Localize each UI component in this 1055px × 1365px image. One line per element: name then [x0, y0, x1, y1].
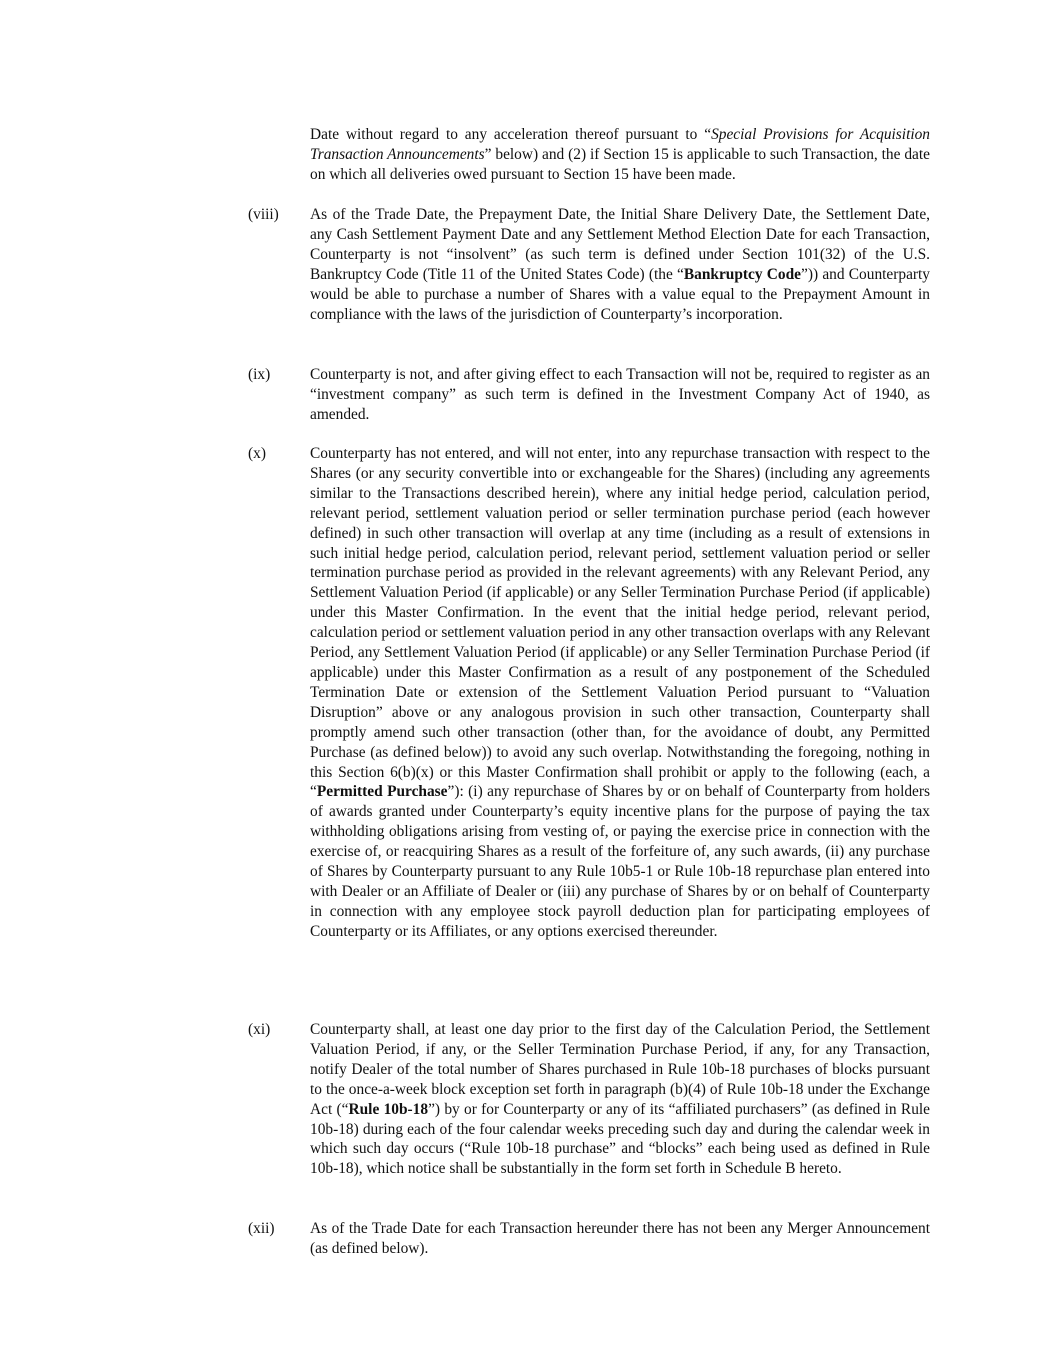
continuation-italic-term: Special Provisions for Acquisition Transaction Announcements — [310, 126, 931, 163]
item-number-viii: (viii) — [248, 206, 279, 223]
continuation-paragraph — [310, 125, 930, 185]
item-viii-text-1: As of the Trade Date, the Prepayment Date, the Initial Share Delivery Date, the Settlement Date, any Cash Settlement Payment Date and any Settlement Method Election Date for each Transaction, Counterparty is not “insolvent” (as such term is defined under Section 101(32) of the U.S. Bankruptcy Code (Title 11 of the United States Code) (the “ — [310, 206, 930, 283]
item-paragraph-ix — [310, 365, 930, 425]
item-ix-text: Counterparty is not, and after giving effect to each Transaction will not be, required to register as an “investment company” as such term is defined in the Investment Company Act of 1940, as amended. — [310, 366, 930, 423]
item-x-text-2: ”): (i) any repurchase of Shares by or on behalf of Counterparty from holders of awards granted under Counterparty’s equity incentive plans for the purpose of paying the tax withholding obligations arising from vesting of, or paying the exercise price in connection with the exercise of, or reacquiring Shares as a result of the forfeiture of, any such awards, (ii) any purchase of Shares by Counterparty pursuant to any Rule 10b5-1 or Rule 10b-18 repurchase plan entered into with Dealer or an Affiliate of Dealer or (iii) any purchase of Shares by or on behalf of Counterparty in connection with any employee stock payroll deduction plan for participating employees of Counterparty or its Affiliates, or any options exercised thereunder. — [310, 783, 931, 940]
item-number-xi: (xi) — [248, 1021, 271, 1038]
item-paragraph-viii — [310, 205, 930, 324]
item-xi-text-1: Counterparty shall, at least one day prior to the first day of the Calculation Period, the Settlement Valuation Period, if any, or the Seller Termination Purchase Period, if any, for any Transaction, notify Dealer of the total number of Shares purchased in Rule 10b-18 purchases of blocks pursuant to the once-a-week block exception set forth in paragraph (b)(4) of Rule 10b-18 under the Exchange Act (“ — [310, 1021, 930, 1118]
item-paragraph-x — [310, 444, 930, 942]
continuation-text-2: ” below) and (2) if Section 15 is applicable to such Transaction, the date on which all deliveries owed pursuant to Section 15 have been made. — [310, 145, 930, 183]
item-paragraph-xii — [310, 1219, 930, 1259]
item-xi-defined-term: Rule 10b-18 — [348, 1100, 429, 1118]
item-viii-defined-term: Bankruptcy Code — [683, 265, 801, 283]
item-x-text-1: Counterparty has not entered, and will not enter, into any repurchase transaction with respect to the Shares (or any security convertible into or exchangeable for the Shares) (including any agreements similar to the Transactions described herein), where any initial hedge period, calculation period, relevant period, settlement valuation period or seller termination purchase period (each however defined) in such other transaction will overlap at any time (including as a result of extensions in such initial hedge period, calculation period, relevant period, settlement valuation period or seller termination purchase period as provided in the relevant agreements) with any Relevant Period, any Settlement Valuation Period (if applicable) or any Seller Termination Purchase Period (if applicable) under this Master Confirmation. In the event that the initial hedge period, relevant period, calculation period or settlement valuation period in any other transaction overlaps with any Relevant Period, any Settlement Valuation Period (if applicable) or any Seller Termination Purchase Period (if applicable) under this Master Confirmation as a result of any postponement of the Scheduled Termination Date or extension of the Settlement Valuation Period pursuant to “Valuation Disruption” above or any analogous provision in such other transaction, Counterparty shall promptly amend such other transaction (other than, for the avoidance of doubt, any Permitted Purchase (as defined below)) to avoid any such overlap. Notwithstanding the foregoing, nothing in this Section 6(b)(x) or this Master Confirmation shall prohibit or apply to the following (each, a “ — [310, 445, 930, 801]
item-xi-text-2: ”) by or for Counterparty or any of its “affiliated purchasers” (as defined in Rule 10b-18) during each of the four calendar weeks preceding such day and during the calendar week in which such day occurs (“Rule 10b-18 purchase” and “blocks” each being used as defined in Rule 10b-18), which notice shall be substantially in the form set forth in Schedule B hereto. — [310, 1100, 930, 1178]
item-number-xii: (xii) — [248, 1220, 275, 1237]
item-number-x: (x) — [248, 445, 266, 462]
item-paragraph-xi — [310, 1020, 930, 1179]
item-xii-text: As of the Trade Date for each Transaction hereunder there has not been any Merger Announcement (as defined below). — [310, 1220, 930, 1257]
item-viii-text-2: ”)) and Counterparty would be able to purchase a number of Shares with a value equal to the Prepayment Amount in compliance with the laws of the jurisdiction of Counterparty’s incorporation. — [310, 265, 930, 323]
item-number-ix: (ix) — [248, 366, 271, 383]
item-x-defined-term: Permitted Purchase — [316, 783, 448, 801]
continuation-text-1: Date without regard to any acceleration thereof pursuant to “ — [310, 126, 712, 143]
